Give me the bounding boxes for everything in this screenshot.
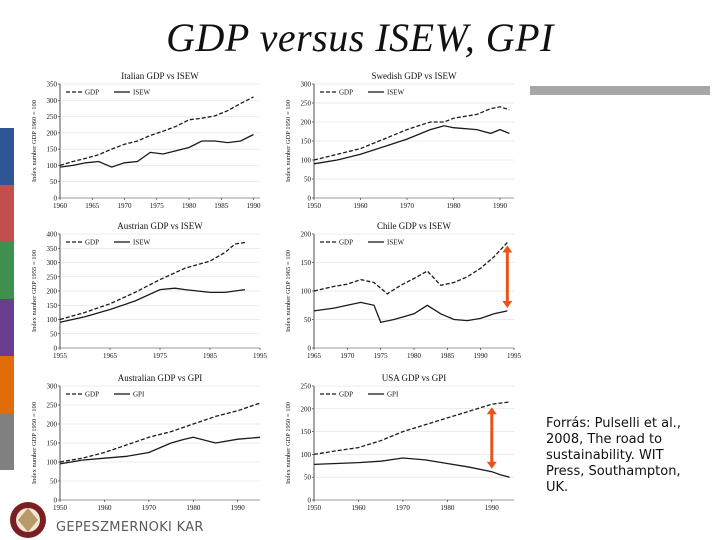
x-tick-label: 1975 [373, 352, 388, 360]
y-tick-label: 150 [300, 137, 311, 146]
chart-panel-sweden [282, 70, 522, 215]
y-tick-label: 200 [46, 420, 57, 429]
x-tick-label: 1990 [484, 504, 499, 512]
chart-title: Italian GDP vs ISEW [121, 71, 199, 81]
y-tick-label: 50 [50, 178, 57, 187]
chart-title: USA GDP vs GPI [381, 373, 447, 383]
y-tick-label: 50 [304, 175, 311, 184]
series-line-gdp [60, 403, 260, 462]
y-tick-label: 200 [300, 118, 311, 127]
legend-label-gdp: GDP [339, 390, 354, 399]
sidebar-stripe [0, 185, 14, 242]
chart-title: Chile GDP vs ISEW [377, 221, 451, 231]
x-tick-label: 1970 [400, 202, 415, 210]
y-tick-label: 300 [300, 80, 311, 89]
x-tick-label: 1980 [182, 202, 197, 210]
chart-australia [28, 372, 268, 517]
y-axis-label: Index number GDP 1950 = 100 [285, 402, 292, 484]
x-tick-label: 1970 [340, 352, 355, 360]
y-tick-label: 50 [50, 477, 57, 486]
y-tick-label: 200 [46, 287, 57, 296]
legend-label-gdp: GDP [339, 88, 354, 97]
series-line-gdp [314, 107, 509, 160]
chart-panel-italy [28, 70, 268, 215]
y-tick-label: 100 [300, 450, 311, 459]
university-logo [4, 494, 52, 538]
x-tick-label: 1965 [103, 352, 117, 360]
y-tick-label: 300 [46, 382, 57, 391]
y-tick-label: 150 [46, 439, 57, 448]
y-tick-label: 200 [46, 129, 57, 138]
chart-title: Austrian GDP vs ISEW [117, 221, 203, 231]
x-tick-label: 1960 [351, 504, 366, 512]
x-tick-label: 1970 [141, 504, 156, 512]
y-tick-label: 0 [307, 194, 311, 203]
legend-label-gdp: GDP [85, 238, 100, 247]
series-line-isew [60, 135, 254, 168]
y-axis-label: Index number GDP 1955 = 100 [31, 250, 38, 332]
x-tick-label: 1950 [307, 504, 321, 512]
x-tick-label: 1980 [446, 202, 461, 210]
chart-chile [282, 220, 522, 365]
y-tick-label: 150 [46, 145, 57, 154]
series-line-gdp [60, 243, 245, 320]
x-tick-label: 1990 [230, 504, 245, 512]
y-tick-label: 250 [300, 382, 311, 391]
y-tick-label: 250 [46, 401, 57, 410]
sidebar-stripes [0, 128, 14, 470]
y-tick-label: 350 [46, 244, 57, 253]
y-tick-label: 150 [300, 259, 311, 267]
x-tick-label: 1985 [440, 352, 455, 360]
x-tick-label: 1960 [353, 202, 368, 210]
x-tick-label: 1980 [440, 504, 455, 512]
y-tick-label: 400 [46, 230, 57, 239]
chart-austria [28, 220, 268, 365]
y-axis-label: Index number GDP 1950 = 100 [285, 100, 292, 182]
y-tick-label: 100 [46, 316, 57, 324]
y-tick-label: 200 [300, 230, 311, 239]
x-tick-label: 1990 [246, 202, 261, 210]
x-tick-label: 1960 [53, 202, 67, 210]
legend-label-isew: ISEW [387, 238, 405, 247]
chart-sweden [282, 70, 522, 215]
x-tick-label: 1975 [153, 352, 167, 360]
y-tick-label: 300 [46, 259, 57, 267]
chart-title: Swedish GDP vs ISEW [371, 71, 457, 81]
x-tick-label: 1965 [307, 352, 321, 360]
x-tick-label: 1950 [53, 504, 67, 512]
y-tick-label: 300 [46, 96, 57, 105]
chart-italy [28, 70, 268, 215]
legend-label-gdp: GDP [339, 238, 354, 247]
y-tick-label: 50 [304, 473, 311, 482]
accent-bar [530, 86, 710, 95]
y-tick-label: 0 [53, 194, 57, 203]
x-tick-label: 1970 [395, 504, 410, 512]
series-line-gdp [314, 402, 510, 454]
y-tick-label: 50 [304, 316, 311, 324]
legend-label-isew: ISEW [133, 88, 151, 97]
legend-label-gpi: GPI [133, 390, 145, 399]
x-tick-label: 1965 [85, 202, 100, 210]
y-tick-label: 250 [300, 99, 311, 108]
gap-arrow-head-down [487, 462, 497, 469]
chart-title: Australian GDP vs GPI [117, 373, 203, 383]
y-tick-label: 0 [307, 344, 311, 353]
chart-panel-australia [28, 372, 268, 517]
x-tick-label: 1980 [186, 504, 201, 512]
y-tick-label: 50 [50, 330, 57, 339]
gap-arrow-head-down [502, 301, 512, 308]
y-tick-label: 150 [46, 301, 57, 310]
legend-label-gpi: GPI [387, 390, 399, 399]
y-axis-label: Index number GDP 1960 = 100 [31, 100, 38, 182]
x-tick-label: 1960 [97, 504, 112, 512]
series-line-gpi [60, 437, 260, 464]
x-tick-label: 1990 [473, 352, 488, 360]
series-line-gdp [60, 97, 254, 165]
x-tick-label: 1985 [214, 202, 229, 210]
y-tick-label: 250 [46, 273, 57, 282]
x-tick-label: 1995 [253, 352, 267, 360]
y-tick-label: 100 [300, 287, 311, 296]
y-tick-label: 200 [300, 405, 311, 414]
x-tick-label: 1980 [407, 352, 421, 360]
chart-usa [282, 372, 522, 517]
sidebar-stripe [0, 356, 14, 413]
y-tick-label: 100 [46, 161, 57, 170]
y-tick-label: 250 [46, 113, 57, 122]
source-citation: Forrás: Pulselli et al., 2008, The road to sustainability. WIT Press, Southampton, UK. [546, 416, 681, 495]
y-tick-label: 350 [46, 80, 57, 89]
x-tick-label: 1975 [149, 202, 164, 210]
y-tick-label: 0 [307, 496, 311, 505]
chart-panel-austria [28, 220, 268, 365]
page-title: GDP versus ISEW, GPI [166, 15, 554, 60]
legend-label-gdp: GDP [85, 88, 100, 97]
series-line-isew [314, 126, 509, 164]
chart-panel-usa [282, 372, 522, 517]
sidebar-stripe [0, 299, 14, 356]
chart-panel-chile [282, 220, 522, 365]
department-name: GEPESZMERNOKI KAR [56, 520, 204, 535]
x-tick-label: 1995 [507, 352, 521, 360]
sidebar-stripe [0, 413, 14, 470]
x-tick-label: 1955 [53, 352, 67, 360]
series-line-gdp [314, 243, 507, 294]
x-tick-label: 1990 [493, 202, 508, 210]
legend-label-gdp: GDP [85, 390, 100, 399]
x-tick-label: 1985 [203, 352, 217, 360]
y-axis-label: Index number GDP 1950 = 100 [31, 402, 38, 484]
y-tick-label: 100 [46, 458, 57, 467]
y-tick-label: 100 [300, 156, 311, 165]
sidebar-stripe [0, 242, 14, 299]
x-tick-label: 1970 [117, 202, 132, 210]
y-axis-label: Index number GDP 1965 = 100 [285, 250, 292, 332]
x-tick-label: 1950 [307, 202, 321, 210]
legend-label-isew: ISEW [133, 238, 151, 247]
y-tick-label: 0 [53, 344, 57, 353]
series-line-gpi [314, 458, 510, 477]
y-tick-label: 0 [53, 496, 57, 505]
gap-arrow-head-up [487, 407, 497, 414]
sidebar-stripe [0, 128, 14, 185]
y-tick-label: 150 [300, 428, 311, 437]
gap-arrow-head-up [502, 246, 512, 253]
legend-label-isew: ISEW [387, 88, 405, 97]
